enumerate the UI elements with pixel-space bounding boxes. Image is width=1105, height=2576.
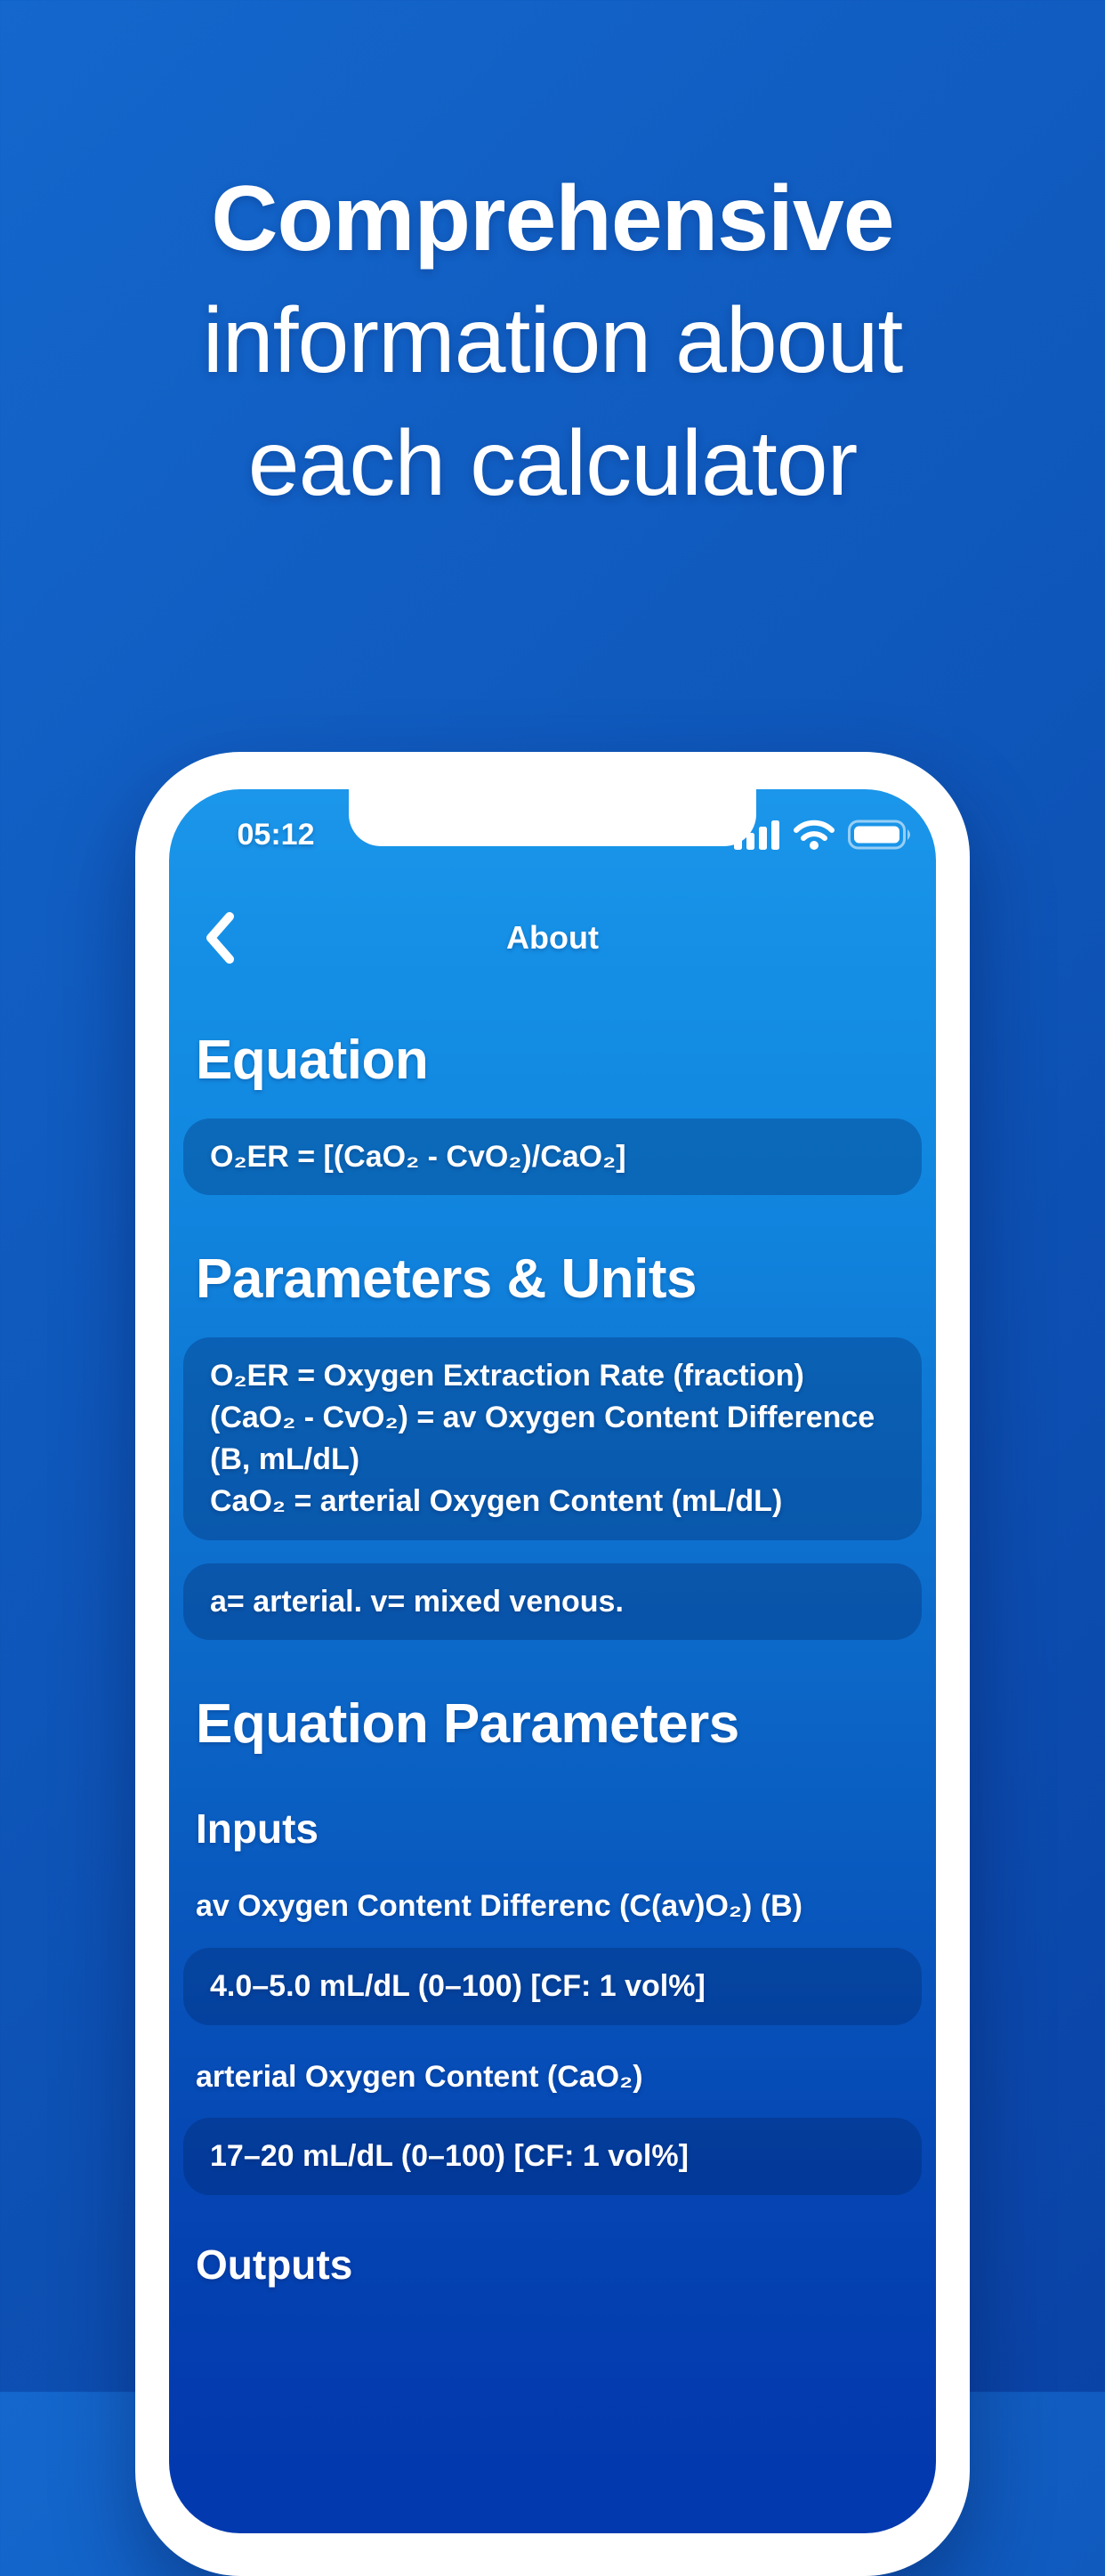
hero-title-line2: information about <box>202 289 903 393</box>
parameters-definitions-card <box>183 1337 922 1540</box>
battery-icon <box>848 819 914 851</box>
parameters-units-heading: Parameters & Units <box>196 1248 698 1311</box>
status-time: 05:12 <box>237 817 315 852</box>
back-chevron-icon <box>205 912 235 964</box>
parameter-definition: (CaO₂ - CvO₂) = av Oxygen Content Difference (B, mL/dL) <box>210 1400 875 1476</box>
parameter-definition: O₂ER = Oxygen Extraction Rate (fraction) <box>210 1358 804 1393</box>
about-content <box>169 1026 936 2290</box>
parameter-definition: CaO₂ = arterial Oxygen Content (mL/dL) <box>210 1483 783 1518</box>
equation-parameters-heading: Equation Parameters <box>196 1693 739 1756</box>
wifi-icon <box>792 819 836 851</box>
hero-title <box>0 0 1105 525</box>
input-parameter-label: av Oxygen Content Differenc (C(av)O₂) (B) <box>196 1889 803 1924</box>
input-parameter-range-card: 4.0–5.0 mL/dL (0–100) [CF: 1 vol%] <box>183 1948 922 2025</box>
phone-frame <box>135 752 970 2576</box>
status-icons <box>730 819 918 851</box>
nav-title: About <box>506 919 599 956</box>
phone-screen <box>169 789 936 2533</box>
equation-formula-card: O₂ER = [(CaO₂ - CvO₂)/CaO₂] <box>183 1118 922 1196</box>
inputs-heading: Inputs <box>196 1805 319 1852</box>
phone-notch <box>349 789 756 846</box>
equation-heading: Equation <box>196 1030 429 1091</box>
nav-bar <box>169 900 936 976</box>
back-button[interactable] <box>205 912 237 964</box>
input-parameter-label: arterial Oxygen Content (CaO₂) <box>196 2059 643 2094</box>
abbreviation-note-card: a= arterial. v= mixed venous. <box>183 1563 922 1641</box>
input-parameter-range-card: 17–20 mL/dL (0–100) [CF: 1 vol%] <box>183 2118 922 2195</box>
outputs-heading: Outputs <box>196 2241 353 2288</box>
hero-title-line1: Comprehensive <box>211 167 894 271</box>
hero-title-line3: each calculator <box>247 411 858 515</box>
